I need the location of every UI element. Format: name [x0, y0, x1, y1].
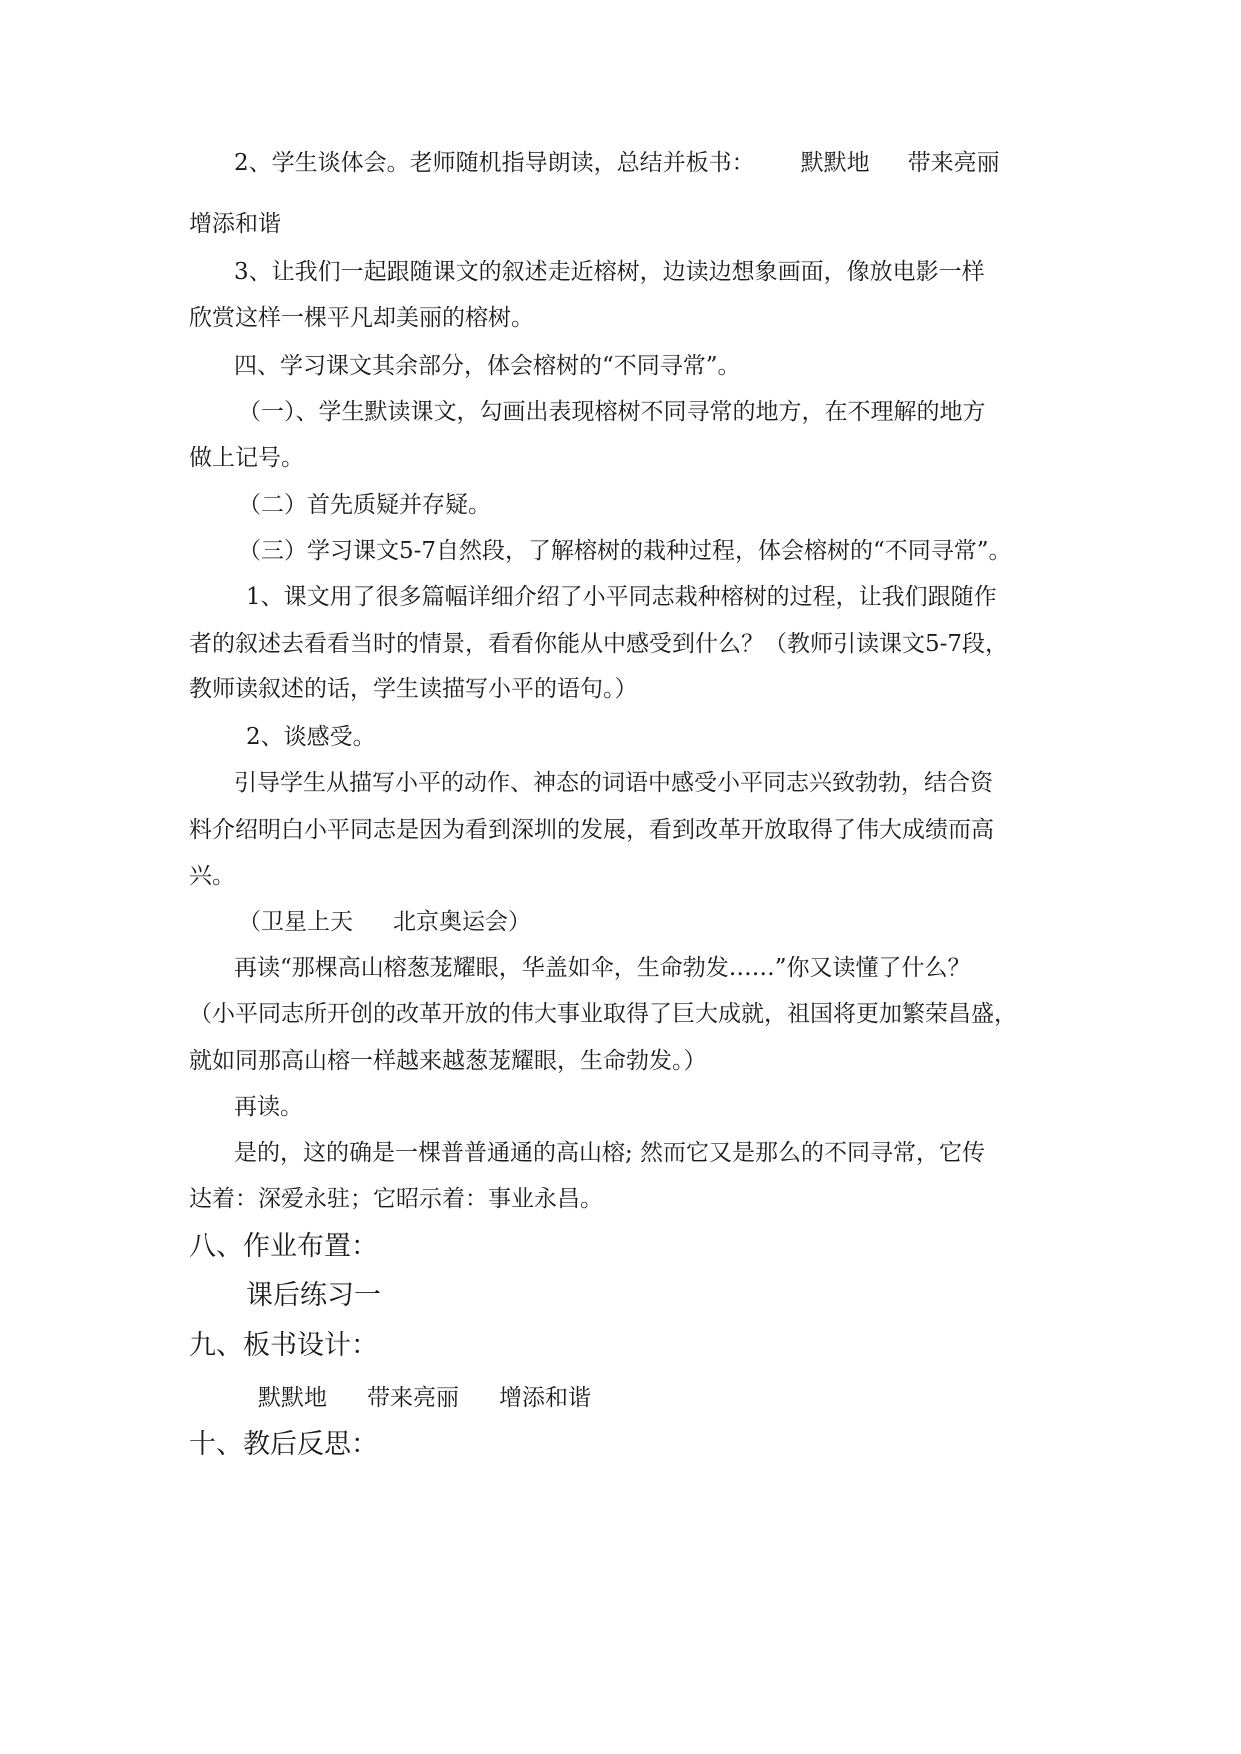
item-2: 2、谈感受。 — [246, 724, 376, 750]
item-1-line-1: 1、课文用了很多篇幅详细介绍了小平同志栽种榕树的过程，让我们跟随作 — [246, 584, 997, 610]
reread-again: 再读。 — [234, 1094, 303, 1120]
item-1-line-3: 教师读叙述的话，学生读描写小平的语句。） — [189, 676, 638, 702]
paragraph-2-line-1: 2、学生谈体会。老师随机指导朗读，总结并板书： 默默地 带来亮丽 — [234, 150, 1000, 176]
item-1-line-2: 者的叙述去看看当时的情景，看看你能从中感受到什么？（教师引读课文5-7段， — [189, 631, 1009, 657]
guide-paragraph-line-1: 引导学生从描写小平的动作、神态的词语中感受小平同志兴致勃勃，结合资 — [234, 770, 993, 796]
board-design-words: 默默地 带来亮丽 增添和谐 — [258, 1385, 591, 1411]
guide-paragraph-line-2: 料介绍明白小平同志是因为看到深圳的发展，看到改革开放取得了伟大成绩而高 — [189, 817, 994, 843]
subsection-2: （二）首先质疑并存疑。 — [238, 492, 491, 518]
subsection-3: （三）学习课文5-7自然段，了解榕树的栽种过程，体会榕树的“不同寻常”。 — [238, 538, 1012, 564]
conclusion-line-2: 达着：深爱永驻；它昭示着：事业永昌。 — [189, 1186, 603, 1212]
heading-reflection: 十、教后反思： — [189, 1429, 378, 1460]
reread-line-1: 再读“那棵高山榕葱茏耀眼，华盖如伞，生命勃发……”你又读懂了什么？ — [234, 955, 971, 981]
homework-item: 课后练习一 — [246, 1280, 381, 1311]
section-4-heading: 四、学习课文其余部分，体会榕树的“不同寻常”。 — [234, 353, 741, 379]
examples-line: （卫星上天 北京奥运会） — [238, 909, 531, 935]
heading-homework: 八、作业布置： — [189, 1231, 378, 1262]
conclusion-line-1: 是的，这的确是一棵普普通通的高山榕; 然而它又是那么的不同寻常，它传 — [234, 1140, 986, 1166]
paragraph-2-line-2: 增添和谐 — [189, 211, 281, 237]
guide-paragraph-line-3: 兴。 — [189, 863, 235, 889]
paragraph-3-line-2: 欣赏这样一棵平凡却美丽的榕树。 — [189, 305, 534, 331]
paragraph-3-line-1: 3、让我们一起跟随课文的叙述走近榕树，边读边想象画面，像放电影一样 — [234, 259, 985, 285]
subsection-1-line-2: 做上记号。 — [189, 445, 304, 471]
subsection-1-line-1: （一）、学生默读课文，勾画出表现榕树不同寻常的地方，在不理解的地方 — [238, 399, 986, 425]
heading-board-design: 九、板书设计： — [189, 1330, 378, 1361]
reread-line-2: （小平同志所开创的改革开放的伟大事业取得了巨大成就，祖国将更加繁荣昌盛， — [189, 1001, 1017, 1027]
reread-line-3: 就如同那高山榕一样越来越葱茏耀眼，生命勃发。） — [189, 1048, 707, 1074]
